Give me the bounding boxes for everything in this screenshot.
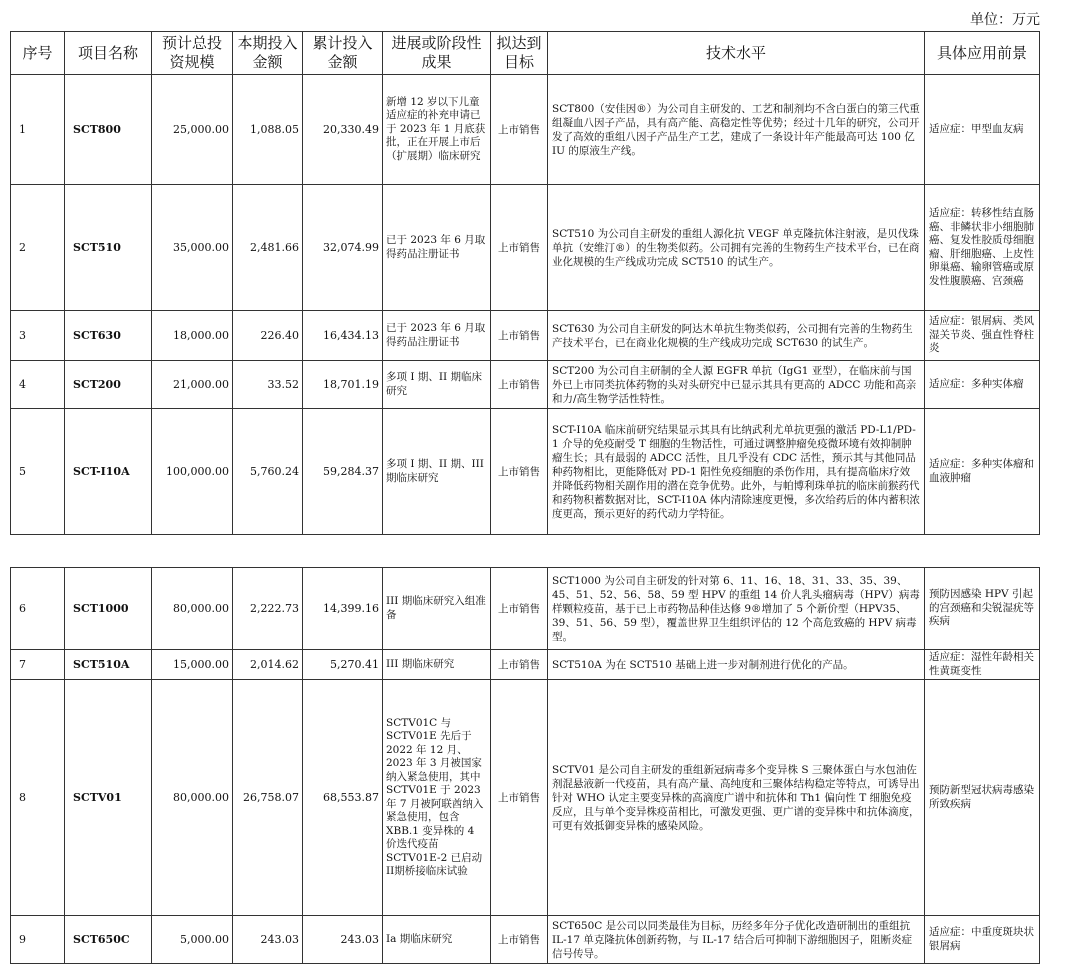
cell-total: 35,000.00 [152, 185, 233, 311]
cell-index: 2 [11, 185, 65, 311]
cell-target: 上市销售 [491, 311, 548, 361]
cell-period: 5,760.24 [233, 409, 303, 535]
cell-application: 适应症：多种实体瘤 [925, 361, 1040, 409]
cell-progress: 多项 I 期、II 期临床研究 [383, 361, 491, 409]
cell-application: 预防因感染 HPV 引起的宫颈癌和尖锐湿疣等疾病 [925, 568, 1040, 650]
cell-name: SCT200 [65, 361, 152, 409]
cell-target: 上市销售 [491, 75, 548, 185]
table-row [11, 680, 1040, 916]
cell-period: 2,014.62 [233, 650, 303, 680]
cell-name: SCT800 [65, 75, 152, 185]
table-row [11, 361, 1040, 409]
cell-target: 上市销售 [491, 680, 548, 916]
table-row [11, 185, 1040, 311]
cell-total: 80,000.00 [152, 568, 233, 650]
cell-target: 上市销售 [491, 650, 548, 680]
cell-total: 15,000.00 [152, 650, 233, 680]
cell-cumulative: 14,399.16 [303, 568, 383, 650]
table-row [11, 568, 1040, 650]
cell-progress: III 期临床研究 [383, 650, 491, 680]
cell-target: 上市销售 [491, 361, 548, 409]
cell-index: 9 [11, 916, 65, 964]
cell-period: 226.40 [233, 311, 303, 361]
header-target: 拟达到目标 [491, 32, 548, 75]
cell-target: 上市销售 [491, 185, 548, 311]
cell-index: 8 [11, 680, 65, 916]
cell-progress: SCTV01C 与 SCTV01E 先后于 2022 年 12 月、2023 年 3 月被国家纳入紧急使用，其中 SCTV01E 于 2023 年 7 月被阿联酋纳入紧急使用，包含 XBB.1 变异株的 4 价迭代疫苗 SCTV01E-2 已启动II期桥接临床试验 [383, 680, 491, 916]
cell-total: 5,000.00 [152, 916, 233, 964]
cell-index: 6 [11, 568, 65, 650]
cell-application: 适应症：转移性结直肠癌、非鳞状非小细胞肺癌、复发性胶质母细胞瘤、肝细胞癌、上皮性卵巢癌、输卵管癌或原发性腹膜癌、宫颈癌 [925, 185, 1040, 311]
cell-progress: 已于 2023 年 6 月取得药品注册证书 [383, 185, 491, 311]
cell-period: 2,481.66 [233, 185, 303, 311]
cell-period: 26,758.07 [233, 680, 303, 916]
cell-total: 25,000.00 [152, 75, 233, 185]
cell-index: 5 [11, 409, 65, 535]
header-progress: 进展或阶段性成果 [383, 32, 491, 75]
cell-cumulative: 5,270.41 [303, 650, 383, 680]
cell-tech: SCT630 为公司自主研发的阿达木单抗生物类似药，公司拥有完善的生物药生产技术平台，已在商业化规模的生产线成功完成 SCT630 的试生产。 [548, 311, 925, 361]
cell-index: 1 [11, 75, 65, 185]
header-tech: 技术水平 [548, 32, 925, 75]
cell-tech: SCT510A 为在 SCT510 基础上进一步对制剂进行优化的产品。 [548, 650, 925, 680]
table-row [11, 916, 1040, 964]
cell-application: 适应症：甲型血友病 [925, 75, 1040, 185]
cell-progress: Ia 期临床研究 [383, 916, 491, 964]
cell-target: 上市销售 [491, 916, 548, 964]
header-total: 预计总投资规模 [152, 32, 233, 75]
cell-progress: 多项 I 期、II 期、III 期临床研究 [383, 409, 491, 535]
cell-cumulative: 243.03 [303, 916, 383, 964]
cell-name: SCTV01 [65, 680, 152, 916]
cell-total: 18,000.00 [152, 311, 233, 361]
cell-name: SCT650C [65, 916, 152, 964]
cell-period: 1,088.05 [233, 75, 303, 185]
cell-period: 2,222.73 [233, 568, 303, 650]
cell-tech: SCTV01 是公司自主研发的重组新冠病毒多个变异株 S 三聚体蛋白与水包油佐剂混悬液新一代疫苗，具有高产量、高纯度和三聚体结构稳定等特点，可诱导出针对 WHO 认定主要变异株的高滴度广谱中和抗体和 Th1 偏向性 T 细胞免疫反应，且与单个变异株疫苗相比，可激发更强、更广谱的变异株中和抗体滴度，可更有效抵御变异株的感染风险。 [548, 680, 925, 916]
header-name: 项目名称 [65, 32, 152, 75]
table-row [11, 650, 1040, 680]
header-application: 具体应用前景 [925, 32, 1040, 75]
cell-tech: SCT650C 是公司以同类最佳为目标，历经多年分子优化改造研制出的重组抗 IL-17 单克隆抗体创新药物，与 IL-17 结合后可抑制下游细胞因子，阻断炎症信号传导。 [548, 916, 925, 964]
rd-projects-table-part2 [10, 567, 1040, 964]
table-row [11, 409, 1040, 535]
header-row [11, 32, 1040, 75]
cell-progress: 已于 2023 年 6 月取得药品注册证书 [383, 311, 491, 361]
cell-target: 上市销售 [491, 568, 548, 650]
cell-name: SCT630 [65, 311, 152, 361]
header-cumulative: 累计投入金额 [303, 32, 383, 75]
cell-name: SCT510A [65, 650, 152, 680]
cell-application: 预防新型冠状病毒感染所致疾病 [925, 680, 1040, 916]
header-index: 序号 [11, 32, 65, 75]
cell-progress: III 期临床研究入组准备 [383, 568, 491, 650]
cell-total: 21,000.00 [152, 361, 233, 409]
cell-cumulative: 32,074.99 [303, 185, 383, 311]
cell-target: 上市销售 [491, 409, 548, 535]
cell-cumulative: 20,330.49 [303, 75, 383, 185]
cell-cumulative: 59,284.37 [303, 409, 383, 535]
cell-cumulative: 68,553.87 [303, 680, 383, 916]
cell-index: 3 [11, 311, 65, 361]
cell-tech: SCT510 为公司自主研发的重组人源化抗 VEGF 单克隆抗体注射液，是贝伐珠单抗（安维汀®）的生物类似药。公司拥有完善的生物药生产技术平台，已在商业化规模的生产线成功完成 SCT510 的试生产。 [548, 185, 925, 311]
cell-application: 适应症：湿性年龄相关性黄斑变性 [925, 650, 1040, 680]
cell-name: SCT1000 [65, 568, 152, 650]
cell-name: SCT510 [65, 185, 152, 311]
cell-tech: SCT200 为公司自主研制的全人源 EGFR 单抗（IgG1 亚型），在临床前与国外已上市同类抗体药物的头对头研究中已显示其具有更高的 ADCC 功能和高亲和力/高生物学活性特性。 [548, 361, 925, 409]
cell-name: SCT-I10A [65, 409, 152, 535]
cell-progress: 新增 12 岁以下儿童适应症的补充申请已于 2023 年 1 月底获批，正在开展上市后（扩展期）临床研究 [383, 75, 491, 185]
cell-index: 7 [11, 650, 65, 680]
cell-period: 243.03 [233, 916, 303, 964]
cell-index: 4 [11, 361, 65, 409]
cell-application: 适应症：多种实体瘤和血液肿瘤 [925, 409, 1040, 535]
cell-total: 100,000.00 [152, 409, 233, 535]
cell-total: 80,000.00 [152, 680, 233, 916]
cell-cumulative: 18,701.19 [303, 361, 383, 409]
header-period: 本期投入金额 [233, 32, 303, 75]
cell-tech: SCT-I10A 临床前研究结果显示其具有比纳武利尤单抗更强的激活 PD-L1/PD-1 介导的免疫耐受 T 细胞的生物活性，可通过调整肿瘤免疫微环境有效抑制肿瘤生长；具有最弱的 ADCC 活性，且几乎没有 CDC 活性，预示其与其他同品种药物相比，更能降低对 PD-1 阳性免疫细胞的杀伤作用，具有提高临床疗效并降低药物相关副作用的潜在竞争优势。此外，与帕博利珠单抗的临床前猴药代和药物积蓄数据对比，SCT-I10A 体内清除速度更慢，多次给药后的体内蓄积浓度更高，预示更好的药代动力学特征。 [548, 409, 925, 535]
cell-application: 适应症：银屑病、类风湿关节炎、强直性脊柱炎 [925, 311, 1040, 361]
cell-period: 33.52 [233, 361, 303, 409]
cell-application: 适应症：中重度斑块状银屑病 [925, 916, 1040, 964]
rd-projects-table-part1 [10, 31, 1040, 535]
table-row [11, 75, 1040, 185]
unit-label: 单位：万元 [970, 12, 1040, 28]
table-row [11, 311, 1040, 361]
cell-tech: SCT1000 为公司自主研发的针对第 6、11、16、18、31、33、35、39、45、51、52、56、58、59 型 HPV 的重组 14 价人乳头瘤病毒（HPV）病毒样颗粒疫苗，基于已上市药物品种佳达修 9®增加了 5 个新价型（HPV35、39、51、56、59 型），覆盖世界卫生组织评估的 12 个高危致癌的 HPV 病毒型。 [548, 568, 925, 650]
cell-cumulative: 16,434.13 [303, 311, 383, 361]
cell-tech: SCT800（安佳因®）为公司自主研发的、工艺和制剂均不含白蛋白的第三代重组凝血八因子产品，具有高产能、高稳定性等优势；经过十几年的研究，公司开发了高效的重组八因子产品生产工艺，建成了一条设计年产能最高可达 100 亿 IU 的原液生产线。 [548, 75, 925, 185]
